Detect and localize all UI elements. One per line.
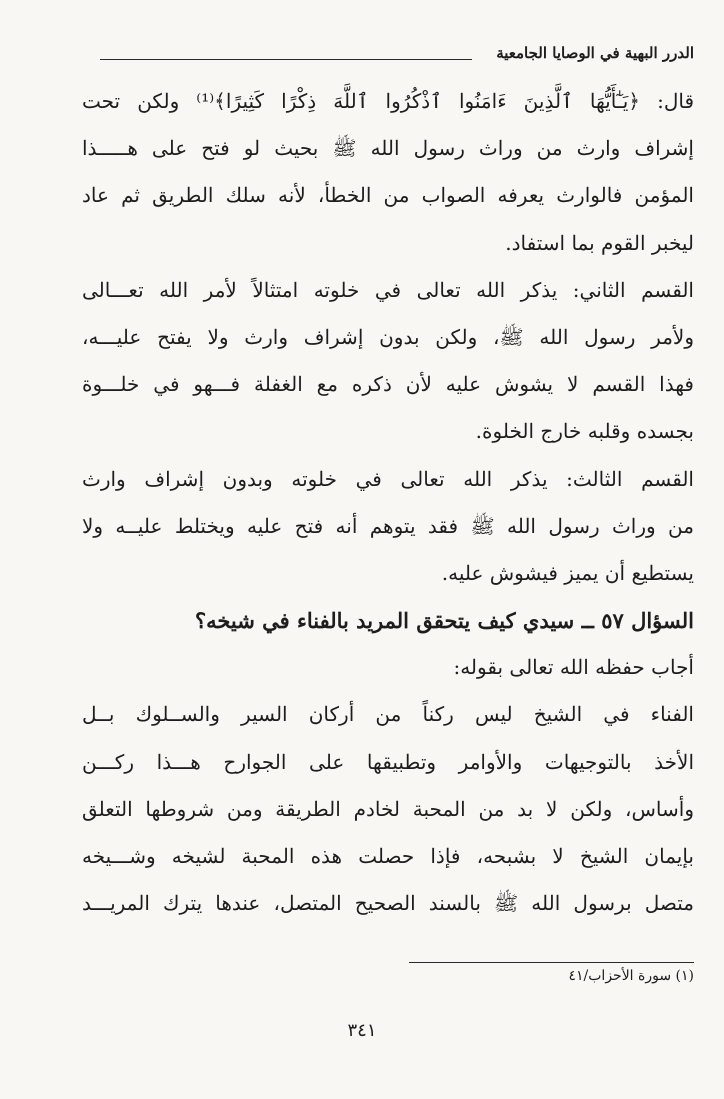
text-line: الأخذ بالتوجيهات والأوامر وتطبيقها على الجوارح هـــذا ركـــن [82, 749, 694, 774]
text-line: القسم الثالث: يذكر الله تعالى في خلوته وبدون إشراف وارث [82, 466, 694, 491]
text-line: وأساس، ولكن لا بد من المحبة لخادم الطريقة ومن شروطها التعلق [82, 796, 694, 821]
text-line: الفناء في الشيخ ليس ركناً من أركان السير والســلوك بــل [82, 702, 694, 727]
text-line: من وراث رسول الله ﷺ فقد يتوهم أنه فتح عليه ويختلط عليــه ولا [82, 513, 694, 538]
question-heading: السؤال ٥٧ ــ سيدي كيف يتحقق المريد بالفناء في شيخه؟ [194, 608, 694, 634]
footnote: (١) سورة الأحزاب/٤١ [568, 968, 694, 984]
header-rule [100, 59, 472, 60]
text-line: يستطيع أن يميز فيشوش عليه. [441, 560, 694, 585]
text-line: القسم الثاني: يذكر الله تعالى في خلوته امتثالاً لأمر الله تعـــالى [82, 277, 694, 302]
page-number: ٣٤١ [347, 1020, 377, 1041]
text-line: قال: ﴿يَـٰٓأَيُّهَا ٱلَّذِينَ ءَامَنُوا ٱذْكُرُوا ٱللَّهَ ذِكْرًا كَثِيرًا﴾⁽¹⁾ ولكن تحت [82, 89, 694, 113]
body-text [82, 78, 694, 927]
running-header [100, 44, 694, 70]
text-line: ولأمر رسول الله ﷺ، ولكن بدون إشراف وارث ولا يفتح عليـــه، [82, 324, 694, 349]
text-line: إشراف وارث من وراث رسول الله ﷺ بحيث لو فتح على هـــــذا [82, 136, 694, 161]
text-line: متصل برسول الله ﷺ بالسند الصحيح المتصل، عندها يترك المريـــد [82, 891, 694, 916]
text-line: فهذا القسم لا يشوش عليه لأن ذكره مع الغفلة فـــهو في خلـــوة [82, 372, 694, 397]
footnote-rule [409, 962, 694, 963]
running-header-title: الدرر البهية في الوصايا الجامعية [496, 44, 694, 62]
text-line: بإيمان الشيخ لا بشبحه، فإذا حصلت هذه المحبة لشيخه وشـــيخه [82, 844, 694, 868]
text-line: أجاب حفظه الله تعالى بقوله: [453, 655, 694, 680]
text-line: بجسده وقلبه خارج الخلوة. [475, 419, 694, 444]
text-line: ليخبر القوم بما استفاد. [505, 230, 694, 255]
text-line: المؤمن فالوارث يعرفه الصواب من الخطأ، لأنه سلك الطريق ثم عاد [82, 183, 694, 208]
